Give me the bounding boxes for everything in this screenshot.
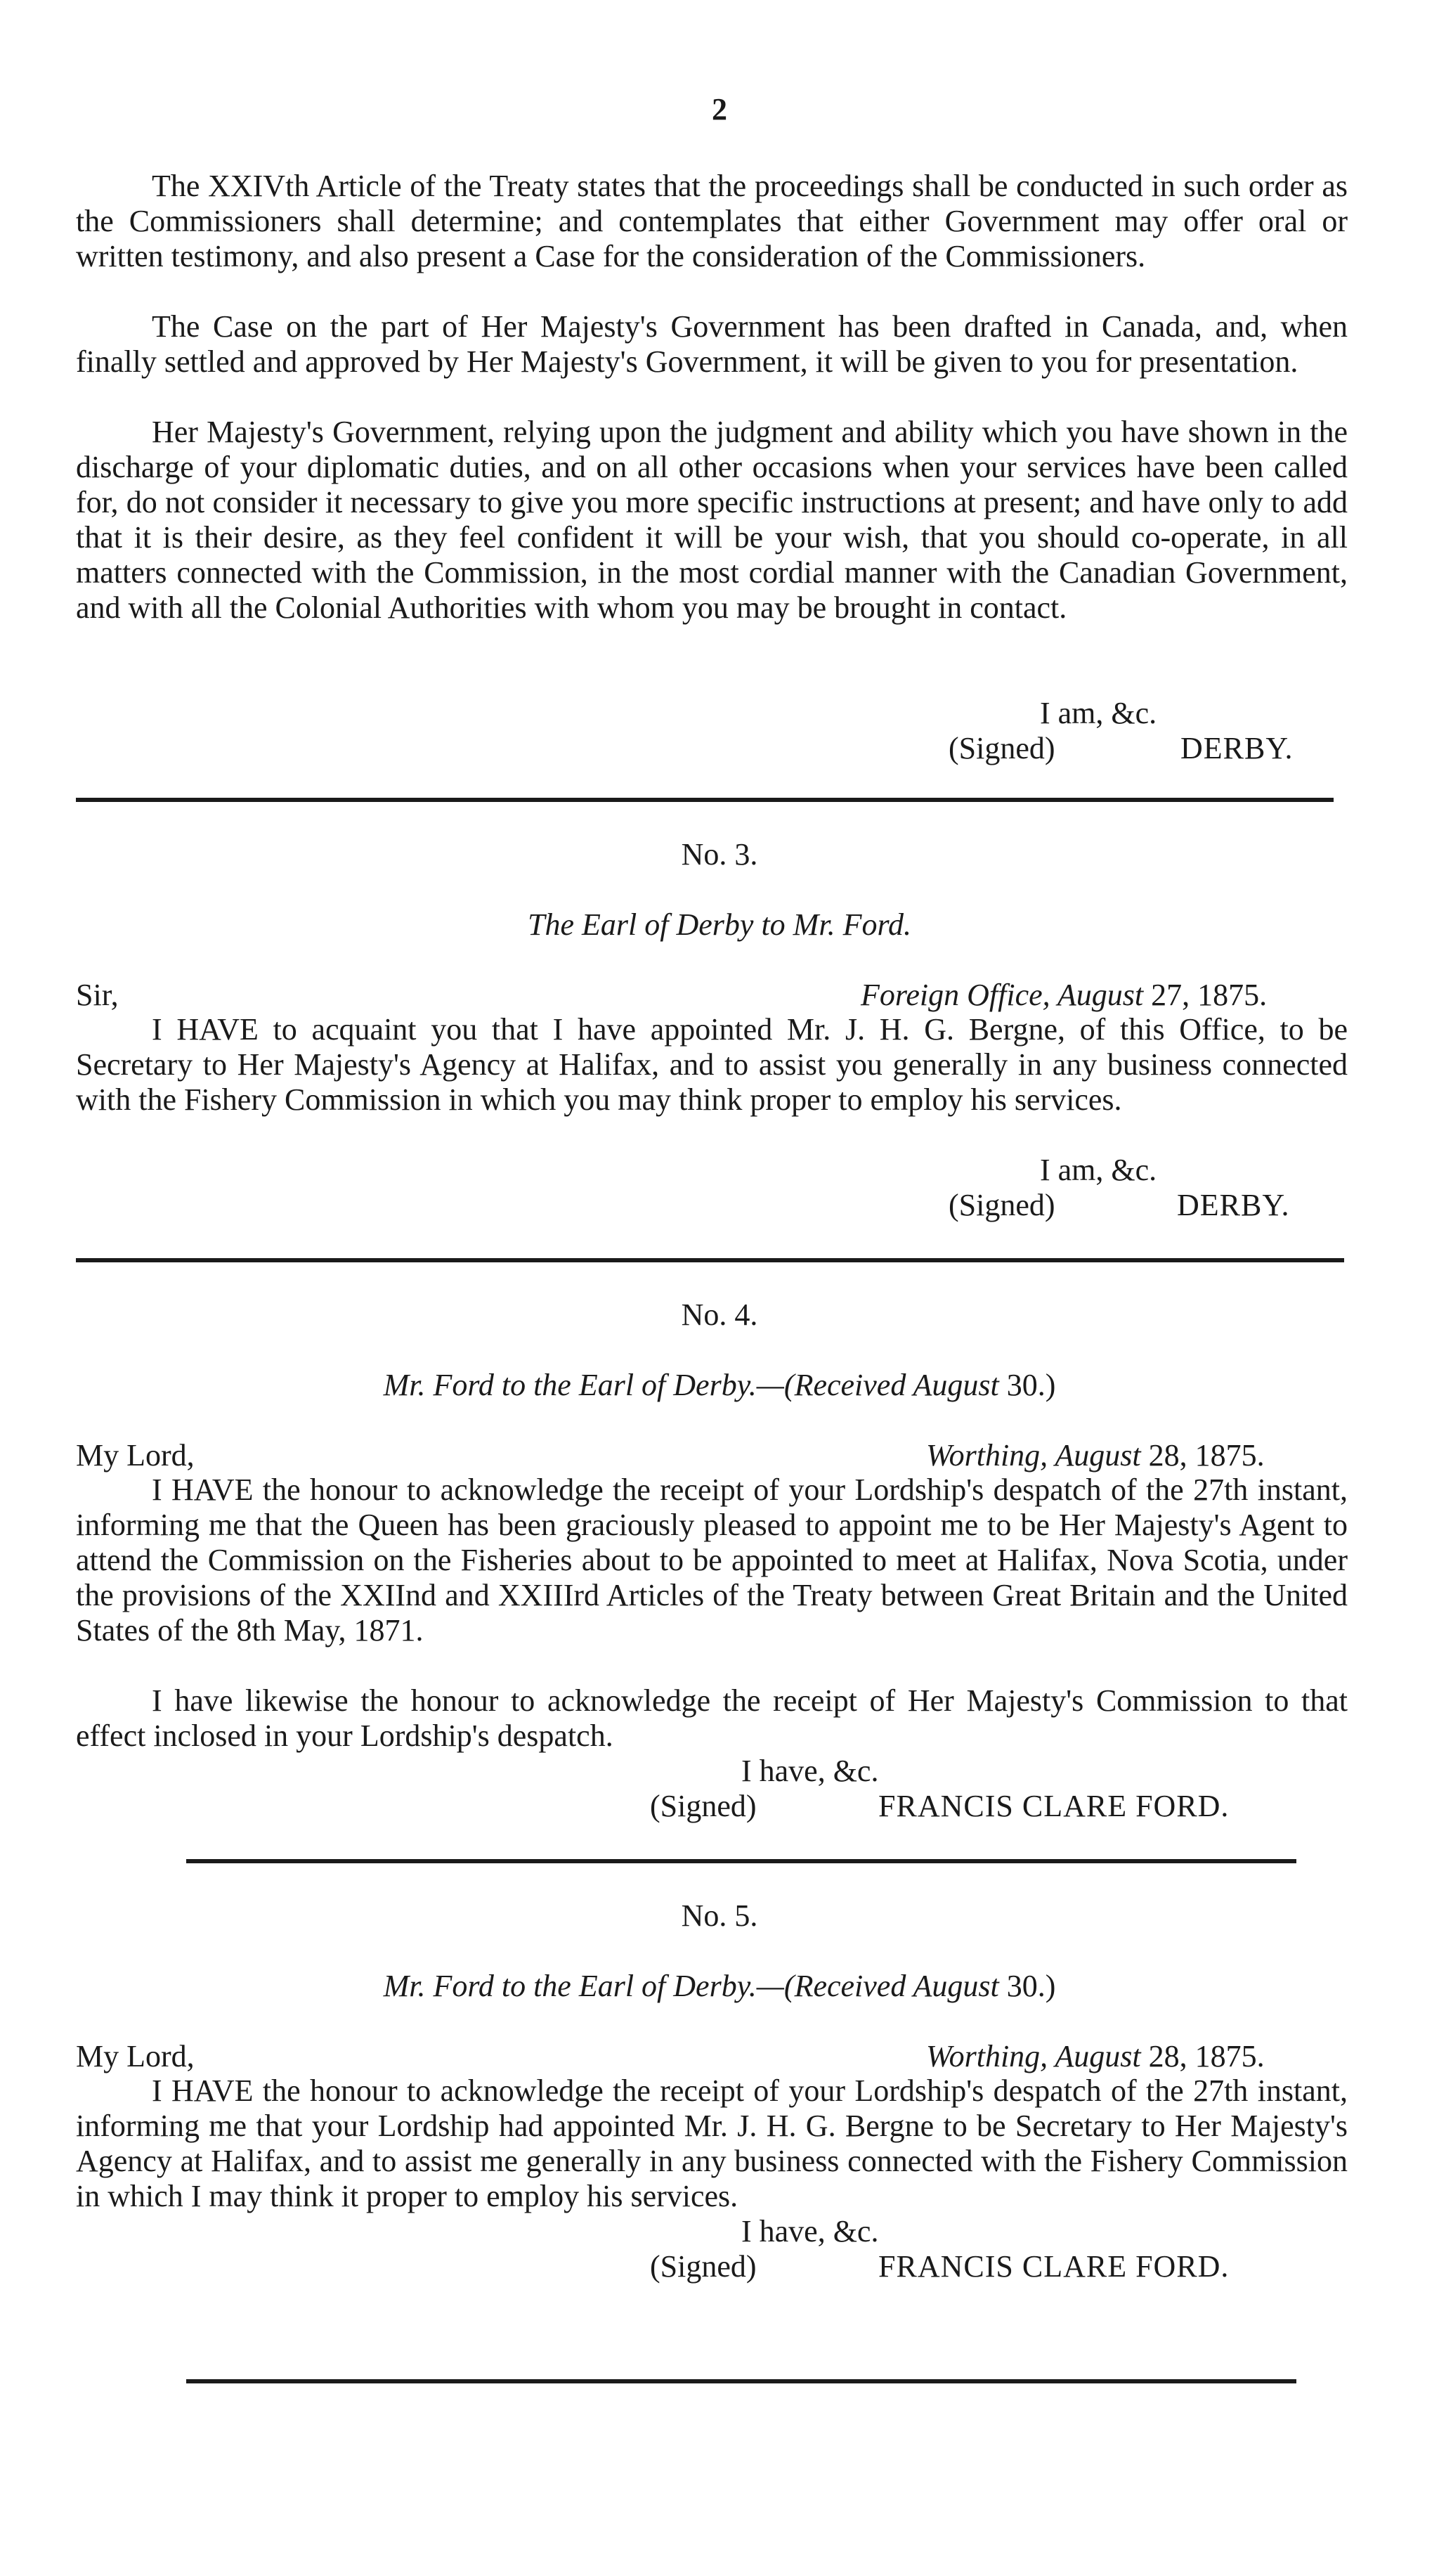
salutation: My Lord, [76, 1438, 195, 1473]
letter-paragraph: I HAVE the honour to acknowledge the receipt of your Lordship's despatch of the 27th instant, informing me that your Lordship had appointed Mr. J. H. G. Bergne to be Secretary to Her Majesty's Agency at Halifax, and to assist me generally in any business connected with the Fishery Commission in which I may think it proper to employ his services. [76, 2073, 1348, 2213]
letter-heading [0, 1968, 1439, 2004]
closing: I have, &c. [741, 2214, 879, 2248]
letter-heading [0, 907, 1439, 943]
letter-paragraph: I HAVE to acquaint you that I have appointed Mr. J. H. G. Bergne, of this Office, to be Secretary to Her Majesty's Agency at Halifax, and to assist you generally in any business connected with the Fishery Commission in which you may think proper to employ his services. [76, 1012, 1348, 1117]
letter-number: No. 3. [681, 837, 758, 872]
signed-label: (Signed) [650, 1789, 757, 1823]
place-date [926, 2038, 1265, 2074]
received-date: 30.) [1006, 1969, 1056, 2003]
date-tail: 28, 1875. [1148, 1438, 1265, 1473]
letter-number: No. 4. [681, 1297, 758, 1332]
letter-heading-text: Mr. Ford to the Earl of Derby.—(Received August [383, 1368, 999, 1402]
section-divider [76, 1258, 1344, 1262]
signature: DERBY. [1177, 1188, 1290, 1222]
page-number: 2 [712, 92, 727, 127]
signature: FRANCIS CLARE FORD. [878, 1789, 1230, 1823]
place-date-text: Worthing, August [926, 1438, 1141, 1473]
letter-heading-text: The Earl of Derby to Mr. Ford. [528, 907, 911, 942]
intro-paragraph: Her Majesty's Government, relying upon the judgment and ability which you have shown in the discharge of your diplomatic duties, and on all other occasions when your services have been called for, do not consider it necessary to give you more specific instructions at present; and have only to add that it is their desire, as they feel confident it will be your wish, that you should co-operate, in all matters connected with the Commission, in the most cordial manner with the Canadian Government, and with all the Colonial Authorities with whom you may be brought in contact. [76, 415, 1348, 625]
date-tail: 27, 1875. [1151, 978, 1268, 1012]
closing: I am, &c. [1040, 1153, 1157, 1187]
date-tail: 28, 1875. [1148, 2039, 1265, 2073]
closing: I have, &c. [741, 1754, 879, 1788]
signature: FRANCIS CLARE FORD. [878, 2249, 1230, 2284]
place-date [926, 1437, 1265, 1473]
place-date [861, 977, 1267, 1013]
letter-paragraph: I have likewise the honour to acknowledge the receipt of Her Majesty's Commission to that effect inclosed in your Lordship's despatch. [76, 1683, 1348, 1753]
signed-label: (Signed) [650, 2249, 757, 2284]
letter-heading-text: Mr. Ford to the Earl of Derby.—(Received August [383, 1969, 999, 2003]
salutation: Sir, [76, 978, 119, 1012]
section-divider [76, 798, 1334, 802]
signed-label: (Signed) [949, 731, 1055, 765]
place-date-text: Worthing, August [926, 2039, 1141, 2073]
signature: DERBY. [1180, 731, 1294, 765]
closing: I am, &c. [1040, 696, 1157, 730]
section-divider [186, 1859, 1296, 1863]
letter-number: No. 5. [681, 1898, 758, 1933]
signed-label: (Signed) [949, 1188, 1055, 1222]
intro-paragraph: The Case on the part of Her Majesty's Government has been drafted in Canada, and, when finally settled and approved by Her Majesty's Government, it will be given to you for presentation. [76, 309, 1348, 379]
letter-heading [0, 1367, 1439, 1403]
salutation: My Lord, [76, 2039, 195, 2073]
letter-paragraph: I HAVE the honour to acknowledge the receipt of your Lordship's despatch of the 27th instant, informing me that the Queen has been graciously pleased to appoint me to be Her Majesty's Agent to attend the Commission on the Fisheries about to be appointed to meet at Halifax, Nova Scotia, under the provisions of the XXIInd and XXIIIrd Articles of the Treaty between Great Britain and the United States of the 8th May, 1871. [76, 1473, 1348, 1648]
section-divider [186, 2379, 1296, 2383]
intro-paragraph: The XXIVth Article of the Treaty states that the proceedings shall be conducted in such order as the Commissioners shall determine; and contemplates that either Government may offer oral or written testimony, and also present a Case for the consideration of the Commissioners. [76, 169, 1348, 273]
place-date-text: Foreign Office, August [861, 978, 1144, 1012]
received-date: 30.) [1006, 1368, 1056, 1402]
